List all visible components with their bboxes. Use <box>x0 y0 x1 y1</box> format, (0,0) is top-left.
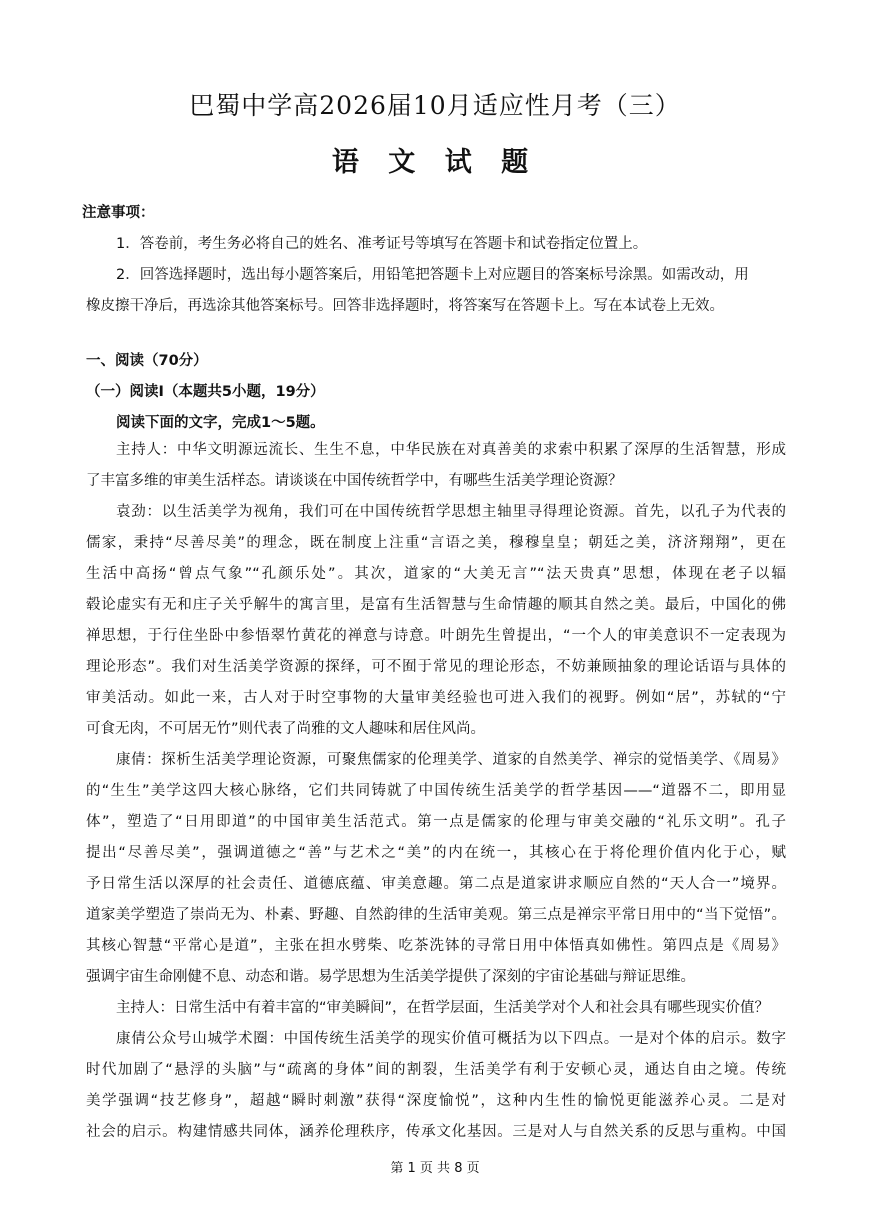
passage-line: 体”，塑造了“日用即道”的中国审美生活范式。第一点是儒家的伦理与审美交融的“礼乐文明”。孔子 <box>86 814 786 830</box>
passage-line: 强调宇宙生命刚健不息、动态和谐。易学思想为生活美学提供了深刻的宇宙论基础与辩证思维。 <box>86 969 695 985</box>
section-header <box>86 346 786 439</box>
passage-line: 袁劲：以生活美学为视角，我们可在中国传统哲学思想主轴里寻得理论资源。首先，以孔子为代表的 <box>116 504 786 520</box>
notice-item-1: 1．答卷前，考生务必将自己的姓名、准考证号等填写在答题卡和试卷指定位置上。 <box>116 236 648 252</box>
notice-heading: 注意事项： <box>82 205 155 221</box>
passage-line: 理论形态”。我们对生活美学资源的探绎，可不囿于常见的理论形态，不妨兼顾抽象的理论话语与具体的 <box>86 659 786 675</box>
passage-line: 康倩：探析生活美学理论资源，可聚焦儒家的伦理美学、道家的自然美学、禅宗的觉悟美学、《周易》 <box>116 752 786 768</box>
passage-line: 道家美学塑造了崇尚无为、朴素、野趣、自然韵律的生活审美观。第三点是禅宗平常日用中的“当下觉悟”。 <box>86 907 786 923</box>
passage-line: 的“生生”美学这四大核心脉络，它们共同铸就了中国传统生活美学的哲学基因——“道器不二，即用显 <box>86 783 786 799</box>
section-subheading: （一）阅读Ⅰ（本题共5小题，19分） <box>86 384 325 400</box>
passage-line: 生活中高扬“曾点气象”“孔颜乐处”。其次，道家的“大美无言”“法天贵真”思想，体现在老子以辐 <box>86 566 786 582</box>
passage-line: 社会的启示。构建情感共同体，涵养伦理秩序，传承文化基因。三是对人与自然关系的反思与重构。中国 <box>86 1124 786 1140</box>
passage-line: 主持人：中华文明源远流长、生生不息，中华民族在对真善美的求索中积累了深厚的生活智慧，形成 <box>116 442 786 458</box>
notice-block <box>82 198 786 322</box>
passage-line: 可食无肉，不可居无竹”则代表了尚雅的文人趣味和居住风尚。 <box>86 721 486 737</box>
passage-line: 康倩公众号山城学术圈：中国传统生活美学的现实价值可概括为以下四点。一是对个体的启示。数字 <box>116 1031 786 1047</box>
reading-passage <box>86 435 786 1148</box>
passage-line: 毂论虚实有无和庄子关乎解牛的寓言里，是富有生活智慧与生命情趣的顺其自然之美。最后，中国化的佛 <box>86 597 786 613</box>
passage-line: 提出“尽善尽美”，强调道德之“善”与艺术之“美”的内在统一，其核心在于将伦理价值内化于心，赋 <box>86 845 786 861</box>
passage-line: 予日常生活以深厚的社会责任、道德底蕴、审美意趣。第二点是道家讲求顺应自然的“天人合一”境界。 <box>86 876 786 892</box>
section-heading: 一、阅读（70分） <box>86 353 208 369</box>
notice-item-2-line-2: 橡皮擦干净后，再选涂其他答案标号。回答非选择题时，将答案写在答题卡上。写在本试卷上无效。 <box>86 298 724 314</box>
section-instruction: 阅读下面的文字，完成1～5题。 <box>116 415 325 431</box>
exam-title: 巴蜀中学高2026届10月适应性月考（三） <box>189 91 681 120</box>
page-footer: 第 1 页 共 8 页 <box>390 1161 480 1176</box>
passage-line: 禅思想，于行住坐卧中参悟翠竹黄花的禅意与诗意。叶朗先生曾提出，“一个人的审美意识不一定表现为 <box>86 628 786 644</box>
passage-line: 时代加剧了“悬浮的头脑”与“疏离的身体”间的割裂，生活美学有利于安顿心灵，通达自由之境。传统 <box>86 1062 786 1078</box>
passage-line: 儒家，秉持“尽善尽美”的理念，既在制度上注重“言语之美，穆穆皇皇；朝廷之美，济济翔翔”，更在 <box>86 535 786 551</box>
notice-item-2-line-1: 2．回答选择题时，选出每小题答案后，用铅笔把答题卡上对应题目的答案标号涂黑。如需改动，用 <box>116 267 749 283</box>
passage-line: 审美活动。如此一来，古人对于时空事物的大量审美经验也可进入我们的视野。例如“居”，苏轼的“宁 <box>86 690 786 706</box>
passage-line: 美学强调“技艺修身”，超越“瞬时刺激”获得“深度愉悦”，这种内生性的愉悦更能滋养心灵。二是对 <box>86 1093 786 1109</box>
passage-line: 其核心智慧“平常心是道”，主张在担水劈柴、吃茶洗钵的寻常日用中体悟真如佛性。第四点是《周易》 <box>86 938 786 954</box>
passage-line: 了丰富多维的审美生活样态。请谈谈在中国传统哲学中，有哪些生活美学理论资源？ <box>86 473 623 489</box>
passage-line: 主持人：日常生活中有着丰富的“审美瞬间”，在哲学层面，生活美学对个人和社会具有哪些现实价值？ <box>116 1000 770 1016</box>
subject-title: 语 文 试 题 <box>331 147 539 178</box>
